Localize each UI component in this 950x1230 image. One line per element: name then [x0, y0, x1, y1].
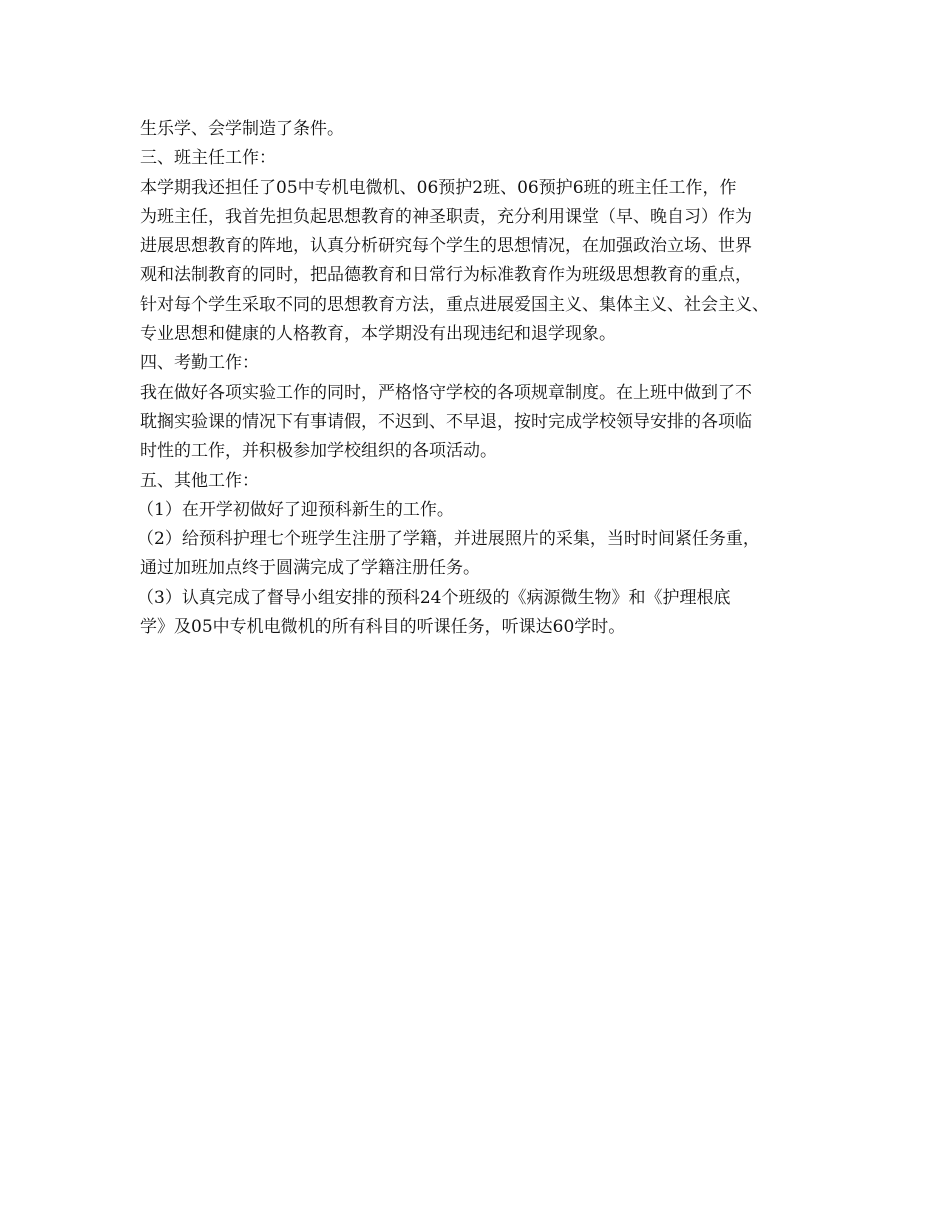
text-line: 专业思想和健康的人格教育，本学期没有出现违纪和退学现象。 — [140, 324, 616, 345]
text-line: 时性的工作，并积极参加学校组织的各项活动。 — [140, 441, 497, 462]
text-line: 耽搁实验课的情况下有事请假，不迟到、不早退，按时完成学校领导安排的各项临 — [140, 411, 752, 432]
text-line: 通过加班加点终于圆满完成了学籍注册任务。 — [140, 558, 480, 579]
section-heading: 四、考勤工作： — [140, 353, 259, 374]
text-line: 针对每个学生采取不同的思想教育方法，重点进展爱国主义、集体主义、社会主义、 — [140, 294, 769, 315]
text-line: 进展思想教育的阵地，认真分析研究每个学生的思想情况，在加强政治立场、世界 — [140, 236, 752, 257]
text-line: 本学期我还担任了05中专机电微机、06预护2班、06预护6班的班主任工作，作 — [140, 177, 737, 198]
list-item: （2）给预科护理七个班学生注册了学籍，并进展照片的采集，当时时间紧任务重， — [137, 529, 760, 550]
list-item: （1）在开学初做好了迎预科新生的工作。 — [137, 499, 454, 520]
text-line: 生乐学、会学制造了条件。 — [140, 119, 344, 139]
text-line: 为班主任，我首先担负起思想教育的神圣职责，充分利用课堂（早、晚自习）作为 — [140, 206, 752, 227]
list-item: （3）认真完成了督导小组安排的预科24个班级的《病源微生物》和《护理根底 — [137, 587, 731, 608]
section-heading: 三、班主任工作： — [140, 148, 276, 169]
text-line: 我在做好各项实验工作的同时，严格恪守学校的各项规章制度。在上班中做到了不 — [140, 382, 752, 403]
section-heading: 五、其他工作： — [140, 470, 259, 491]
text-line: 观和法制教育的同时，把品德教育和日常行为标准教育作为班级思想教育的重点， — [140, 265, 752, 286]
text-line: 学》及05中专机电微机的所有科目的听课任务，听课达60学时。 — [140, 617, 626, 638]
document-body — [137, 115, 840, 642]
